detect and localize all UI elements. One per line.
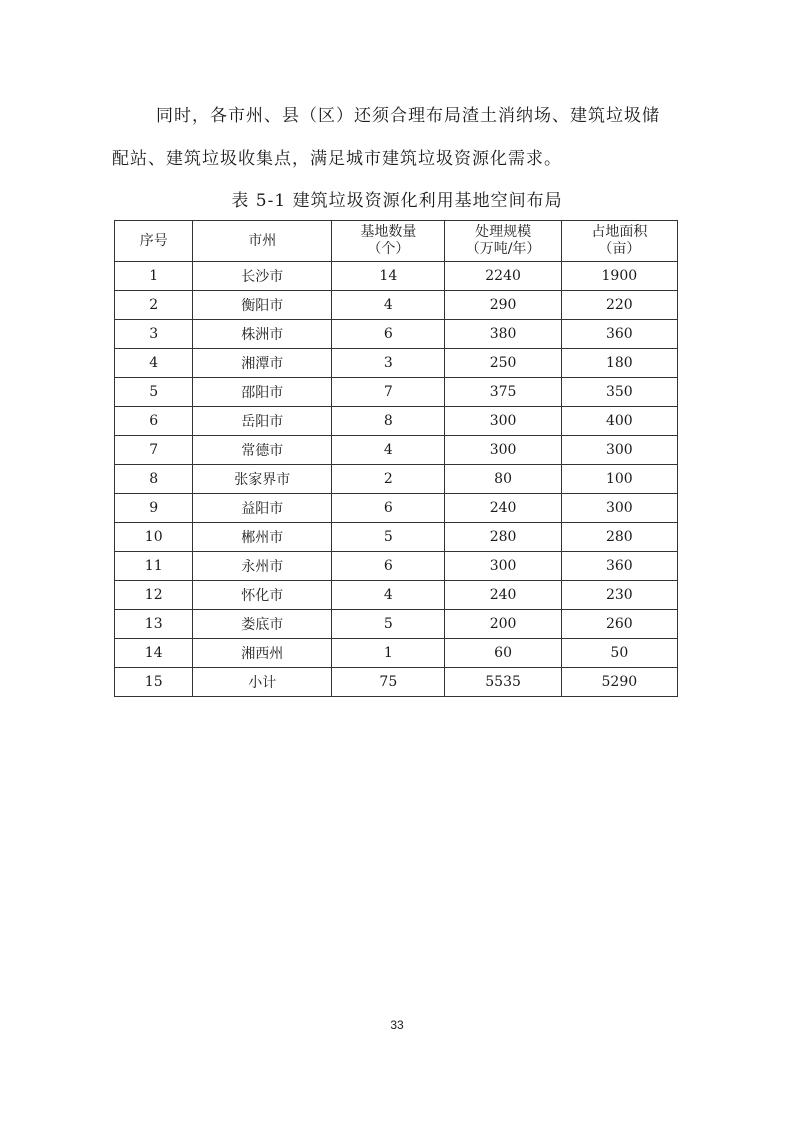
cell-base-count: 8: [332, 407, 445, 436]
cell-area: 300: [561, 494, 677, 523]
cell-base-count: 1: [332, 639, 445, 668]
table-row: [115, 639, 678, 668]
cell-capacity: 80: [445, 465, 561, 494]
cell-base-count: 7: [332, 378, 445, 407]
paragraph-line: 配站、建筑垃圾收集点，满足城市建筑垃圾资源化需求。: [112, 149, 562, 169]
cell-capacity: 60: [445, 639, 561, 668]
cell-city: 湘西州: [193, 639, 332, 668]
cell-city: 邵阳市: [193, 378, 332, 407]
table-row: [115, 465, 678, 494]
cell-capacity: 240: [445, 494, 561, 523]
cell-area: 230: [561, 581, 677, 610]
page-number: 33: [390, 1018, 404, 1032]
cell-area: 1900: [561, 262, 677, 291]
cell-city: 永州市: [193, 552, 332, 581]
table-row: [115, 552, 678, 581]
cell-index: 2: [115, 291, 193, 320]
cell-base-count: 14: [332, 262, 445, 291]
cell-area: 180: [561, 349, 677, 378]
header-cell-base-count: 基地数量 （个）: [332, 221, 445, 262]
cell-city: 衡阳市: [193, 291, 332, 320]
cell-base-count: 75: [332, 668, 445, 697]
cell-capacity: 300: [445, 407, 561, 436]
cell-capacity: 2240: [445, 262, 561, 291]
cell-capacity: 240: [445, 581, 561, 610]
cell-base-count: 4: [332, 436, 445, 465]
cell-index: 7: [115, 436, 193, 465]
cell-capacity: 300: [445, 436, 561, 465]
cell-index: 9: [115, 494, 193, 523]
cell-area: 400: [561, 407, 677, 436]
table-header-row: [115, 221, 678, 262]
cell-city: 株洲市: [193, 320, 332, 349]
cell-city: 常德市: [193, 436, 332, 465]
table-row: [115, 349, 678, 378]
table-row: [115, 610, 678, 639]
table-row: [115, 320, 678, 349]
cell-area: 50: [561, 639, 677, 668]
cell-area: 360: [561, 320, 677, 349]
cell-index: 12: [115, 581, 193, 610]
table-body: [115, 262, 678, 697]
cell-index: 5: [115, 378, 193, 407]
cell-capacity: 380: [445, 320, 561, 349]
cell-city: 郴州市: [193, 523, 332, 552]
cell-index: 13: [115, 610, 193, 639]
cell-base-count: 4: [332, 581, 445, 610]
cell-index: 6: [115, 407, 193, 436]
cell-base-count: 6: [332, 552, 445, 581]
table-row: [115, 494, 678, 523]
table-row: [115, 262, 678, 291]
cell-area: 100: [561, 465, 677, 494]
cell-base-count: 5: [332, 523, 445, 552]
cell-index: 4: [115, 349, 193, 378]
cell-base-count: 6: [332, 320, 445, 349]
table-row: [115, 407, 678, 436]
cell-capacity: 5535: [445, 668, 561, 697]
table-row: [115, 581, 678, 610]
cell-capacity: 290: [445, 291, 561, 320]
header-cell-area: 占地面积 （亩）: [561, 221, 677, 262]
cell-base-count: 2: [332, 465, 445, 494]
table-row: [115, 378, 678, 407]
cell-capacity: 250: [445, 349, 561, 378]
cell-capacity: 375: [445, 378, 561, 407]
cell-area: 280: [561, 523, 677, 552]
cell-city: 岳阳市: [193, 407, 332, 436]
cell-area: 360: [561, 552, 677, 581]
cell-base-count: 5: [332, 610, 445, 639]
table-row: [115, 668, 678, 697]
cell-index: 8: [115, 465, 193, 494]
cell-city: 张家界市: [193, 465, 332, 494]
cell-index: 11: [115, 552, 193, 581]
table-row: [115, 436, 678, 465]
table-row: [115, 291, 678, 320]
cell-capacity: 300: [445, 552, 561, 581]
cell-capacity: 280: [445, 523, 561, 552]
cell-area: 5290: [561, 668, 677, 697]
cell-index: 3: [115, 320, 193, 349]
cell-area: 300: [561, 436, 677, 465]
paragraph-line: 同时，各市州、县（区）还须合理布局渣土消纳场、建筑垃圾储: [156, 106, 660, 126]
header-cell-city: 市州: [193, 221, 332, 262]
cell-base-count: 3: [332, 349, 445, 378]
cell-city: 娄底市: [193, 610, 332, 639]
cell-index: 15: [115, 668, 193, 697]
cell-index: 14: [115, 639, 193, 668]
cell-index: 1: [115, 262, 193, 291]
cell-index: 10: [115, 523, 193, 552]
cell-base-count: 6: [332, 494, 445, 523]
cell-area: 350: [561, 378, 677, 407]
cell-area: 260: [561, 610, 677, 639]
cell-base-count: 4: [332, 291, 445, 320]
table-row: [115, 523, 678, 552]
header-cell-capacity: 处理规模 （万吨/年）: [445, 221, 561, 262]
table-caption: 表 5-1 建筑垃圾资源化利用基地空间布局: [231, 191, 563, 211]
header-cell-index: 序号: [115, 221, 193, 262]
cell-city: 长沙市: [193, 262, 332, 291]
cell-capacity: 200: [445, 610, 561, 639]
cell-city: 益阳市: [193, 494, 332, 523]
cell-city: 小计: [193, 668, 332, 697]
body-paragraph: [112, 95, 682, 181]
cell-city: 湘潭市: [193, 349, 332, 378]
facility-layout-table: [114, 220, 678, 697]
cell-area: 220: [561, 291, 677, 320]
cell-city: 怀化市: [193, 581, 332, 610]
